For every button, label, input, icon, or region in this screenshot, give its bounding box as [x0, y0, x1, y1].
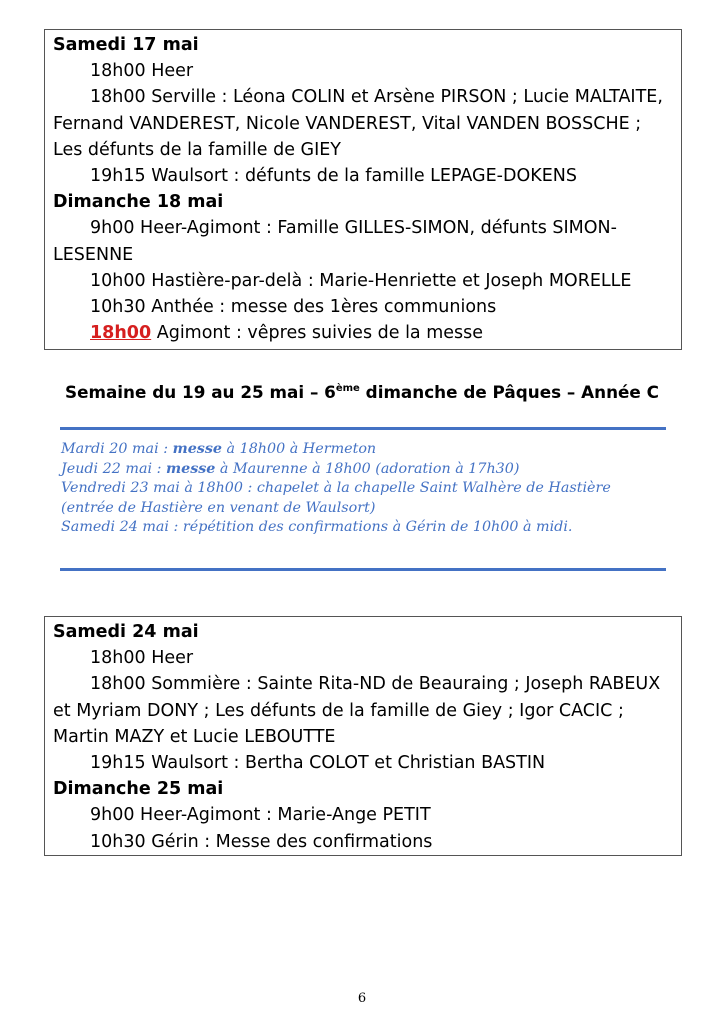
mass-entry: 18h00 Heer	[90, 61, 194, 82]
mass-entry: 19h15 Waulsort : Bertha COLOT et Christian BASTIN	[90, 753, 546, 774]
mass-entry: 9h00 Heer-Agimont : Famille GILLES-SIMON, défunts SIMON-LESENNE	[53, 218, 617, 265]
week-title-end: dimanche de Pâques – Année C	[359, 382, 659, 402]
day-heading: Samedi 17 mai	[53, 35, 199, 55]
announcement-emphasis: messe	[165, 460, 216, 477]
day-heading: Dimanche 18 mai	[53, 192, 224, 213]
schedule-box-week-21	[44, 616, 682, 856]
announcement-detail: à 18h00 à Hermeton	[221, 441, 377, 457]
mass-entry: 19h15 Waulsort : défunts de la famille LEPAGE-DOKENS	[90, 166, 577, 187]
announcement-line: Samedi 24 mai : répétition des confirmations à Gérin de 10h00 à midi.	[61, 519, 573, 535]
mass-entry: 9h00 Heer-Agimont : Marie-Ange PETIT	[90, 805, 431, 826]
announcement-line	[61, 440, 681, 460]
announcement-date: Jeudi 22 mai :	[61, 460, 166, 477]
mass-entry: 18h00 Serville : Léona COLIN et Arsène PIRSON ; Lucie MALTAITE, Fernand VANDEREST, Nicole VANDEREST, Vital VANDEN BOSSCHE ; Les défunts de la famille de GIEY	[53, 87, 663, 160]
mass-entry: 10h30 Gérin : Messe des confirmations	[90, 831, 433, 852]
week-title	[0, 382, 724, 402]
mass-entry-text: Agimont : vêpres suivies de la messe	[151, 323, 484, 344]
mass-entry: 18h00 Heer	[90, 648, 194, 669]
mass-entry: 10h00 Hastière-par-delà : Marie-Henriette et Joseph MORELLE	[90, 270, 632, 291]
announcement-line: (entrée de Hastière en venant de Waulsort)	[61, 499, 376, 516]
schedule-box-week-20	[44, 29, 682, 350]
week-title-superscript: ème	[335, 383, 360, 394]
announcement-date: Mardi 20 mai :	[61, 441, 173, 457]
divider-top	[60, 427, 666, 430]
mass-entry: 18h00 Sommière : Sainte Rita-ND de Beauraing ; Joseph RABEUX et Myriam DONY ; Les défunts de la famille de Giey ; Igor CACIC ; Martin MAZY et Lucie LEBOUTTE	[53, 674, 661, 747]
announcement-line: Vendredi 23 mai à 18h00 : chapelet à la chapelle Saint Walhère de Hastière	[61, 480, 611, 496]
day-heading: Samedi 24 mai	[53, 622, 199, 642]
announcement-line	[61, 460, 681, 480]
day-heading: Dimanche 25 mai	[53, 779, 224, 800]
mass-entry: 10h30 Anthée : messe des 1ères communions	[90, 297, 497, 318]
announcement-detail: à Maurenne à 18h00 (adoration à 17h30)	[215, 460, 520, 477]
highlighted-time: 18h00	[90, 323, 152, 344]
announcements	[61, 440, 681, 538]
page-number: 6	[357, 991, 367, 1006]
mass-entry	[53, 320, 673, 346]
announcement-emphasis: messe	[172, 441, 222, 457]
divider-bottom	[60, 568, 666, 571]
week-title-start: Semaine du 19 au 25 mai – 6	[65, 382, 336, 402]
